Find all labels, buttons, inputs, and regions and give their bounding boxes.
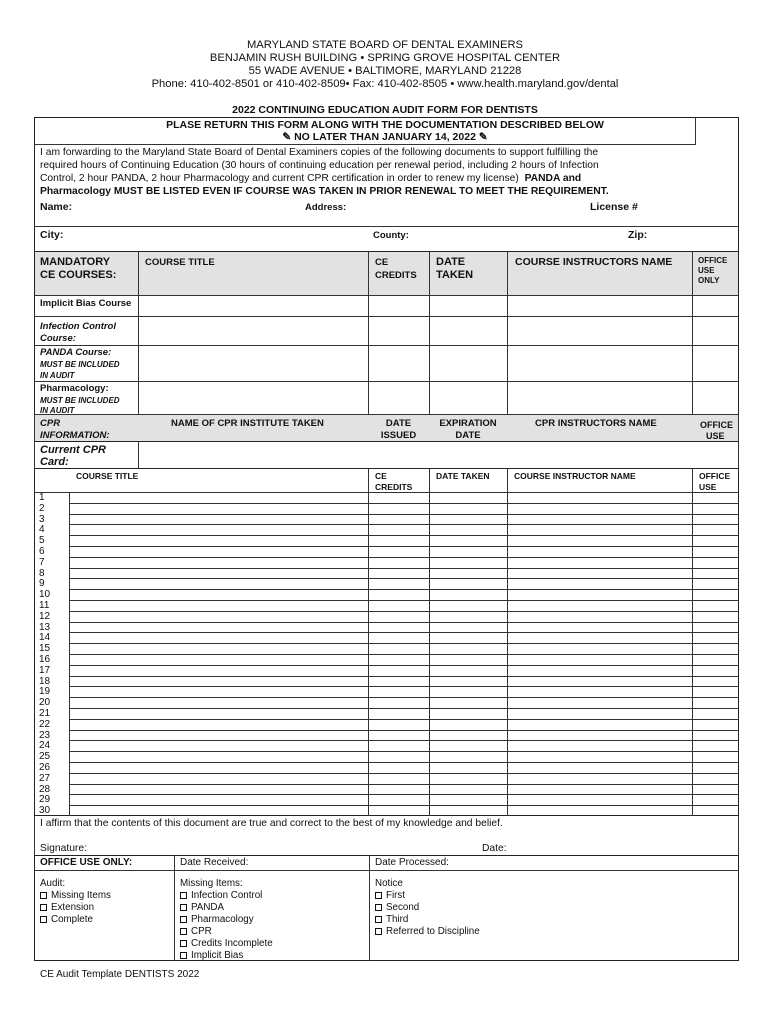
name-label: Name: — [40, 201, 73, 213]
divider — [692, 468, 693, 816]
notice-label: Notice — [375, 878, 403, 889]
divider — [174, 855, 175, 961]
checkbox[interactable] — [180, 904, 187, 911]
checkbox[interactable] — [180, 892, 187, 899]
current-cpr-card-label: Current CPR — [40, 444, 107, 456]
row-number: 7 — [39, 556, 45, 568]
checkbox[interactable] — [375, 904, 382, 911]
row-number: 1 — [39, 492, 45, 503]
row-number: 29 — [39, 794, 51, 806]
missing-option[interactable] — [180, 938, 273, 950]
row-number: 9 — [39, 578, 45, 590]
row-number: 15 — [39, 643, 51, 655]
notice-option[interactable] — [375, 890, 480, 902]
row-number: 4 — [39, 524, 45, 536]
deadline-line — [0, 131, 770, 143]
audit-option-label: Extension — [51, 902, 95, 913]
intro-line-4: Pharmacology MUST BE LISTED EVEN IF COURSE WAS TAKEN IN PRIOR RENEWAL TO MEET THE REQUIREMENT. — [40, 186, 609, 197]
row-number: 13 — [39, 621, 51, 633]
row-number: 25 — [39, 751, 51, 763]
courses-table — [34, 468, 739, 816]
audit-checklist — [40, 878, 111, 926]
notice-option-label: Third — [386, 914, 409, 925]
missing-option-label: PANDA — [191, 902, 225, 913]
checkbox[interactable] — [40, 892, 47, 899]
divider — [507, 468, 508, 816]
intro-line-3 — [40, 173, 581, 185]
mandatory-col-header-2: CE COURSES: — [40, 269, 117, 281]
row-line — [69, 697, 739, 698]
row-pharmacology: Pharmacology: — [40, 383, 109, 394]
deadline-text: NO LATER THAN JANUARY 14, 2022 — [294, 131, 476, 143]
row-line — [69, 740, 739, 741]
row-implicit-bias: Implicit Bias Course — [40, 298, 132, 309]
signature-label: Signature: — [40, 843, 87, 854]
row-number: 17 — [39, 664, 51, 676]
cpr-expiration-col-header: EXPIRATION — [439, 418, 497, 429]
checkbox[interactable] — [375, 916, 382, 923]
row-number: 28 — [39, 783, 51, 795]
row-line — [69, 568, 739, 569]
instructors-col-header: COURSE INSTRUCTORS NAME — [515, 256, 673, 268]
row-line — [69, 557, 739, 558]
return-instruction: PLASE RETURN THIS FORM ALONG WITH THE DOCUMENTATION DESCRIBED BELOW — [166, 119, 604, 131]
cpr-col-header-2: INFORMATION: — [40, 430, 110, 441]
cpr-institute-col-header: NAME OF CPR INSTITUTE TAKEN — [171, 418, 324, 429]
missing-option-label: Pharmacology — [191, 914, 254, 925]
audit-option-label: Complete — [51, 914, 93, 925]
row-line — [69, 503, 739, 504]
city-label: City: — [40, 229, 64, 241]
row-line — [69, 805, 739, 806]
contact-line: Phone: 410-402-8501 or 410-402-8509• Fax: 410-402-8505 • www.health.maryland.gov/dental — [151, 78, 619, 90]
missing-option-label: Credits Incomplete — [191, 938, 273, 949]
office-use-col-header-2: USE — [698, 266, 715, 275]
checkbox[interactable] — [40, 904, 47, 911]
missing-items-label: Missing Items: — [180, 878, 243, 889]
row-number: 6 — [39, 546, 45, 557]
row-number: 23 — [39, 729, 51, 741]
row-number: 5 — [39, 535, 45, 547]
row-line — [69, 730, 739, 731]
missing-option[interactable] — [180, 950, 273, 962]
missing-option[interactable] — [180, 926, 273, 938]
audit-option[interactable] — [40, 902, 111, 914]
row-line — [69, 665, 739, 666]
courses-office-col-header-2: USE — [699, 482, 717, 492]
courses-ce-col-header: CE — [375, 471, 387, 481]
license-label: License # — [590, 201, 638, 213]
office-use-title: OFFICE USE ONLY: — [40, 857, 133, 868]
missing-option[interactable] — [180, 890, 273, 902]
date-taken-col-header: DATE — [436, 256, 466, 268]
mandatory-col-header: MANDATORY — [40, 256, 111, 268]
row-line — [69, 686, 739, 687]
row-line — [69, 654, 739, 655]
row-line — [69, 535, 739, 536]
divider — [34, 492, 739, 493]
courses-date-col-header: DATE TAKEN — [436, 471, 490, 481]
office-use-col-header: OFFICE — [698, 256, 728, 265]
form-title: 2022 CONTINUING EDUCATION AUDIT FORM FOR DENTISTS — [232, 104, 538, 116]
row-line — [69, 719, 739, 720]
cpr-office-col-header-2: USE — [706, 431, 725, 441]
cpr-issued-col-header: DATE — [385, 418, 412, 429]
divider — [34, 345, 739, 346]
current-cpr-card-label-2: Card: — [40, 457, 69, 468]
notice-option-label: Second — [386, 902, 420, 913]
audit-option-label: Missing Items — [51, 890, 111, 901]
pencil-icon: ✎ — [282, 131, 295, 143]
row-panda: PANDA Course: — [40, 347, 112, 358]
row-panda-note-2: IN AUDIT — [40, 371, 75, 380]
row-number: 12 — [39, 610, 51, 622]
row-number: 10 — [39, 589, 51, 601]
row-number: 8 — [39, 567, 45, 579]
county-label: County: — [373, 230, 409, 241]
row-number: 2 — [39, 502, 45, 514]
row-line — [69, 611, 739, 612]
notice-option[interactable] — [375, 902, 480, 914]
checkbox[interactable] — [180, 916, 187, 923]
row-line — [69, 751, 739, 752]
row-number: 11 — [39, 600, 50, 611]
row-number: 3 — [39, 513, 45, 525]
address-line: 55 WADE AVENUE • BALTIMORE, MARYLAND 21228 — [248, 65, 522, 77]
row-infection-control-2: Course: — [40, 333, 76, 344]
office-use-col-header-3: ONLY — [698, 276, 720, 285]
row-number: 27 — [39, 772, 51, 784]
row-line — [69, 589, 739, 590]
row-line — [69, 622, 739, 623]
row-pharmacology-note-2: IN AUDIT — [40, 406, 75, 415]
cpr-office-col-header: OFFICE — [700, 420, 733, 430]
cpr-expiration-col-header-2: DATE — [455, 430, 481, 441]
row-line — [69, 600, 739, 601]
cpr-issued-col-header-2: ISSUED — [380, 430, 417, 441]
notice-option[interactable] — [375, 926, 480, 938]
row-number: 20 — [39, 697, 51, 709]
row-panda-note: MUST BE INCLUDED — [40, 360, 120, 369]
cpr-col-header: CPR — [40, 418, 61, 429]
row-number: 19 — [39, 686, 51, 698]
missing-items-checklist — [180, 878, 273, 962]
row-number: 18 — [39, 675, 51, 687]
missing-option-label: CPR — [191, 926, 212, 937]
row-number: 21 — [39, 708, 51, 719]
affirmation-statement: I affirm that the contents of this document are true and correct to the best of my knowledge and belief. — [40, 818, 503, 829]
checkbox[interactable] — [180, 928, 187, 935]
building-line: BENJAMIN RUSH BUILDING • SPRING GROVE HOSPITAL CENTER — [209, 52, 561, 64]
checkbox[interactable] — [180, 940, 187, 947]
row-line — [69, 632, 739, 633]
divider — [738, 816, 739, 856]
courses-title-col-header: COURSE TITLE — [76, 471, 139, 481]
ce-credits-col-header-2: CREDITS — [375, 270, 417, 281]
intro-line-2: required hours of Continuing Education (30 hours of continuing education per renewal period, including 2 hours of Infection — [40, 160, 599, 171]
row-number: 16 — [39, 654, 51, 665]
divider — [738, 414, 739, 469]
missing-option-label: Implicit Bias — [191, 950, 244, 961]
divider — [34, 381, 739, 382]
date-received-label: Date Received: — [180, 857, 249, 868]
row-number: 26 — [39, 762, 51, 773]
date-label: Date: — [482, 843, 507, 854]
divider — [34, 144, 696, 145]
notice-option-label: Referred to Discipline — [386, 926, 480, 937]
row-number: 24 — [39, 740, 51, 752]
audit-label: Audit: — [40, 878, 66, 889]
row-line — [69, 773, 739, 774]
missing-option[interactable] — [180, 902, 273, 914]
intro-line-1: I am forwarding to the Maryland State Board of Dental Examiners copies of the following documents to support fulfilling the — [40, 147, 599, 158]
row-line — [69, 524, 739, 525]
notice-checklist — [375, 878, 480, 938]
missing-option-label: Infection Control — [191, 890, 263, 901]
audit-option[interactable] — [40, 890, 111, 902]
row-line — [69, 643, 739, 644]
row-line — [69, 708, 739, 709]
course-title-col-header: COURSE TITLE — [145, 257, 215, 268]
footer-template-name: CE Audit Template DENTISTS 2022 — [40, 969, 200, 980]
date-processed-label: Date Processed: — [375, 857, 449, 868]
divider — [34, 414, 35, 469]
row-number: 22 — [39, 718, 51, 730]
divider — [695, 117, 696, 145]
intro-line-3-text: Control, 2 hour PANDA, 2 hour Pharmacology and current CPR certification in order to renew my license) — [40, 173, 519, 184]
row-line — [69, 762, 739, 763]
divider — [34, 870, 739, 871]
intro-line-3-bold: PANDA and — [524, 173, 582, 184]
row-pharmacology-note: MUST BE INCLUDED — [40, 396, 120, 405]
missing-option[interactable] — [180, 914, 273, 926]
cpr-table — [34, 441, 739, 469]
row-line — [69, 514, 739, 515]
notice-option[interactable] — [375, 914, 480, 926]
row-number: 30 — [39, 805, 51, 817]
row-line — [69, 784, 739, 785]
date-taken-col-header-2: TAKEN — [436, 269, 474, 281]
courses-office-col-header: OFFICE — [699, 471, 731, 481]
audit-option[interactable] — [40, 914, 111, 926]
row-infection-control: Infection Control — [40, 321, 116, 332]
courses-ce-col-header-2: CREDITS — [375, 482, 413, 492]
divider — [34, 295, 739, 296]
checkbox[interactable] — [375, 892, 382, 899]
courses-instructor-col-header: COURSE INSTRUCTOR NAME — [514, 471, 636, 481]
ce-credits-col-header: CE — [375, 257, 389, 268]
divider — [369, 855, 370, 961]
divider — [34, 226, 739, 227]
row-line — [69, 546, 739, 547]
row-number: 14 — [39, 632, 51, 644]
row-line — [69, 676, 739, 677]
board-name: MARYLAND STATE BOARD OF DENTAL EXAMINERS — [246, 39, 523, 51]
divider — [34, 316, 739, 317]
notice-option-label: First — [386, 890, 406, 901]
checkbox[interactable] — [40, 916, 47, 923]
zip-label: Zip: — [628, 229, 648, 241]
address-label: Address: — [305, 202, 347, 213]
divider — [368, 468, 369, 816]
divider — [429, 468, 430, 816]
checkbox[interactable] — [375, 928, 382, 935]
checkbox[interactable] — [180, 952, 187, 959]
cpr-instructors-col-header: CPR INSTRUCTORS NAME — [535, 418, 657, 429]
row-line — [69, 794, 739, 795]
row-line — [69, 578, 739, 579]
pencil-icon: ✎ — [475, 131, 488, 143]
divider — [34, 816, 35, 856]
